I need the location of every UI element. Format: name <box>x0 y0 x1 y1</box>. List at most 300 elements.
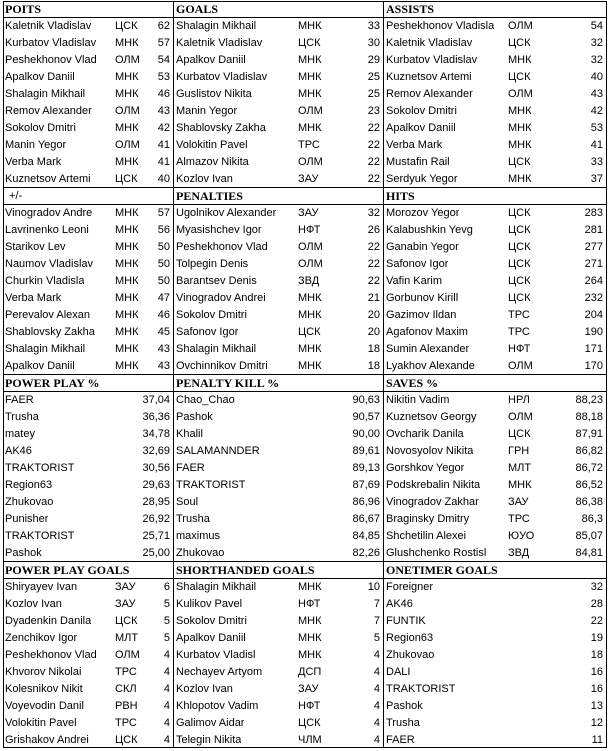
stat-value: 18 <box>367 360 380 372</box>
player-name: Trusha <box>5 411 39 423</box>
player-name: Verba Mark <box>386 139 443 151</box>
player-name: AK46 <box>5 445 32 457</box>
stat-value: 28 <box>590 598 603 610</box>
team-code: МНК <box>298 615 322 627</box>
stat-row <box>3 494 174 511</box>
team-code: МНК <box>298 54 322 66</box>
stat-row <box>174 239 384 256</box>
stat-row <box>3 69 174 86</box>
player-name: Zhukovao <box>5 496 54 508</box>
stat-value: 4 <box>163 717 170 729</box>
stat-value: 4 <box>373 734 380 746</box>
stat-row <box>174 86 384 103</box>
section-shorthanded_goals <box>174 562 384 749</box>
stat-value: 4 <box>373 649 380 661</box>
team-code: МНК <box>508 105 532 117</box>
team-code: ЦСК <box>508 241 531 253</box>
player-name: Ovchinnikov Dmitri <box>176 360 268 372</box>
player-name: FAER <box>176 462 205 474</box>
stat-value: 46 <box>157 309 170 321</box>
team-code: МНК <box>115 71 139 83</box>
team-code: МНК <box>115 343 139 355</box>
stat-value: 22 <box>367 122 380 134</box>
team-code: МНК <box>298 122 322 134</box>
team-code: МНК <box>298 88 322 100</box>
team-code: ТРС <box>508 309 530 321</box>
stat-row <box>384 579 607 596</box>
stat-value: 46 <box>157 88 170 100</box>
stat-value: 89,13 <box>352 462 380 474</box>
stat-value: 25,00 <box>142 547 170 559</box>
stat-row <box>384 86 607 103</box>
player-name: Sumin Alexander <box>386 343 470 355</box>
stat-value: 171 <box>584 343 603 355</box>
player-name: Sokolov Dmitri <box>176 615 247 627</box>
section-onetimer_goals <box>384 562 607 749</box>
section-title: ASSISTS <box>384 1 607 18</box>
player-name: Lavrinenko Leoni <box>5 224 89 236</box>
stat-value: 26,92 <box>142 513 170 525</box>
stat-row <box>384 137 607 154</box>
stat-row <box>384 681 607 698</box>
stat-value: 26 <box>367 224 380 236</box>
team-code: МНК <box>508 479 532 491</box>
stat-row <box>384 69 607 86</box>
player-name: DALI <box>386 666 411 678</box>
player-name: Shiryayev Ivan <box>5 581 78 593</box>
team-code: ЮУО <box>508 530 535 542</box>
stat-value: 90,00 <box>352 428 380 440</box>
player-name: Ugolnikov Alexander <box>176 207 277 219</box>
player-name: Trusha <box>386 717 420 729</box>
stat-row <box>384 341 607 358</box>
stat-value: 30 <box>367 37 380 49</box>
grid-line-horizontal <box>3 374 607 375</box>
team-code: ОЛМ <box>508 360 533 372</box>
player-name: Nikitin Vadim <box>386 394 450 406</box>
stat-value: 86,96 <box>352 496 380 508</box>
stat-value: 50 <box>157 275 170 287</box>
player-name: Gorshkov Yegor <box>386 462 465 474</box>
team-code: ТРС <box>115 717 137 729</box>
player-name: Lyakhov Alexande <box>386 360 475 372</box>
player-name: Kalabushkin Yevg <box>386 224 473 236</box>
team-code: НФТ <box>298 598 321 610</box>
stat-row <box>3 273 174 290</box>
stat-value: 264 <box>584 275 603 287</box>
stat-row <box>384 239 607 256</box>
stat-value: 57 <box>157 37 170 49</box>
player-name: Apalkov Daniil <box>176 632 246 644</box>
stat-row <box>3 579 174 596</box>
stat-value: 87,69 <box>352 479 380 491</box>
team-code: МНК <box>298 632 322 644</box>
player-name: Agafonov Maxim <box>386 326 468 338</box>
stat-row <box>174 222 384 239</box>
player-name: Novosyolov Nikita <box>386 445 474 457</box>
stat-value: 86,38 <box>575 496 603 508</box>
grid-line-left <box>3 1 4 748</box>
player-name: Guslistov Nikita <box>176 88 252 100</box>
stat-row <box>174 392 384 409</box>
player-name: Manin Yegor <box>5 139 67 151</box>
team-code: МНК <box>508 173 532 185</box>
stat-row <box>384 103 607 120</box>
player-name: Kurbatov Vladisl <box>176 649 256 661</box>
player-name: Shablovsky Zakha <box>5 326 95 338</box>
grid-line-horizontal <box>3 187 607 188</box>
stat-row <box>3 18 174 35</box>
stat-value: 86,67 <box>352 513 380 525</box>
team-code: ЗАУ <box>298 207 319 219</box>
player-name: Sokolov Dmitri <box>5 122 76 134</box>
stat-value: 33 <box>367 20 380 32</box>
stat-value: 86,82 <box>575 445 603 457</box>
stat-value: 32 <box>367 207 380 219</box>
stat-row <box>384 171 607 188</box>
stat-row <box>3 596 174 613</box>
player-name: FUNTIK <box>386 615 426 627</box>
team-code: МНК <box>298 309 322 321</box>
stat-row <box>174 715 384 732</box>
player-name: Tolpegin Denis <box>176 258 249 270</box>
stat-row <box>384 120 607 137</box>
stat-row <box>384 256 607 273</box>
stat-value: 22 <box>367 173 380 185</box>
section-title: PENALTIES <box>174 188 384 205</box>
stat-row <box>174 443 384 460</box>
player-name: Foreigner <box>386 581 434 593</box>
stat-value: 170 <box>584 360 603 372</box>
stat-value: 4 <box>163 700 170 712</box>
stat-value: 190 <box>584 326 603 338</box>
stat-row <box>174 120 384 137</box>
stat-row <box>3 392 174 409</box>
stat-row <box>3 239 174 256</box>
grid-line-horizontal <box>3 561 607 562</box>
stat-value: 28,95 <box>142 496 170 508</box>
team-code: ОЛМ <box>298 241 323 253</box>
player-name: Shalagin Mikhail <box>176 343 257 355</box>
stat-row <box>3 528 174 545</box>
player-name: Apalkov Daniil <box>386 122 456 134</box>
stat-row <box>384 52 607 69</box>
team-code: ТРС <box>508 326 530 338</box>
stat-row <box>3 307 174 324</box>
section-title: GOALS <box>174 1 384 18</box>
player-name: Kulikov Pavel <box>176 598 243 610</box>
player-name: Starikov Lev <box>5 241 66 253</box>
player-name: Region63 <box>386 632 434 644</box>
player-name: Manin Yegor <box>176 105 238 117</box>
player-name: Khvorov Nikolai <box>5 666 82 678</box>
player-name: Kuznetsov Georgy <box>386 411 477 423</box>
team-code: НФТ <box>508 343 531 355</box>
player-name: Almazov Nikita <box>176 156 249 168</box>
stat-value: 29 <box>367 54 380 66</box>
stat-value: 86,52 <box>575 479 603 491</box>
team-code: ЦСК <box>115 173 138 185</box>
team-code: МНК <box>298 71 322 83</box>
stat-value: 4 <box>373 666 380 678</box>
stat-row <box>174 426 384 443</box>
player-name: Perevalov Alexan <box>5 309 90 321</box>
player-name: Trusha <box>176 513 210 525</box>
stat-row <box>3 443 174 460</box>
stat-value: 13 <box>590 700 603 712</box>
player-name: Apalkov Daniil <box>176 54 246 66</box>
stat-row <box>384 443 607 460</box>
stat-row <box>3 426 174 443</box>
player-name: Volokitin Pavel <box>5 717 77 729</box>
stat-value: 4 <box>163 734 170 746</box>
player-name: Apalkov Daniil <box>5 360 75 372</box>
stat-value: 34,78 <box>142 428 170 440</box>
team-code: МНК <box>298 20 322 32</box>
player-name: FAER <box>386 734 415 746</box>
player-name: FAER <box>5 394 34 406</box>
player-name: Gazimov Ildan <box>386 309 457 321</box>
team-code: МНК <box>115 156 139 168</box>
section-title: PENALTY KILL % <box>174 375 384 392</box>
player-name: Glushchenko Rostisl <box>386 547 487 559</box>
player-name: Shchetilin Alexei <box>386 530 467 542</box>
player-name: Zhukovao <box>176 547 225 559</box>
stat-value: 7 <box>373 598 380 610</box>
stat-row <box>3 86 174 103</box>
stat-row <box>174 596 384 613</box>
team-code: МНК <box>115 37 139 49</box>
section-hits <box>384 188 607 375</box>
player-name: TRAKTORIST <box>5 462 75 474</box>
section-title: POWER PLAY % <box>3 375 174 392</box>
team-code: НРЛ <box>508 394 530 406</box>
stat-row <box>384 409 607 426</box>
stat-row <box>3 154 174 171</box>
player-name: Verba Mark <box>5 156 62 168</box>
stat-row <box>174 324 384 341</box>
team-code: ЗВД <box>508 547 530 559</box>
stat-value: 283 <box>584 207 603 219</box>
stat-value: 22 <box>367 156 380 168</box>
player-name: Churkin Vladisla <box>5 275 85 287</box>
stat-row <box>3 715 174 732</box>
team-code: ЗАУ <box>298 683 319 695</box>
team-code: ЦСК <box>508 258 531 270</box>
team-code: ОЛМ <box>508 20 533 32</box>
team-code: МНК <box>115 207 139 219</box>
player-name: Kozlov Ivan <box>5 598 62 610</box>
stat-row <box>174 494 384 511</box>
stat-row <box>384 324 607 341</box>
player-name: Naumov Vladislav <box>5 258 94 270</box>
player-name: Kurbatov Vladislav <box>5 37 97 49</box>
player-name: Ganabin Yegor <box>386 241 459 253</box>
stat-value: 32 <box>590 54 603 66</box>
stat-row <box>3 120 174 137</box>
team-code: ЧЛМ <box>298 734 322 746</box>
stat-value: 10 <box>367 581 380 593</box>
stat-row <box>3 35 174 52</box>
team-code: МНК <box>115 241 139 253</box>
stat-row <box>3 681 174 698</box>
stat-value: 40 <box>590 71 603 83</box>
stat-value: 82,26 <box>352 547 380 559</box>
stat-row <box>3 341 174 358</box>
player-name: Kaletnik Vladislav <box>176 37 263 49</box>
team-code: ОЛМ <box>115 649 140 661</box>
team-code: ГРН <box>508 445 530 457</box>
stat-value: 36,36 <box>142 411 170 423</box>
team-code: МНК <box>115 258 139 270</box>
stat-row <box>174 69 384 86</box>
stat-value: 22 <box>367 139 380 151</box>
player-name: Voyevodin Danil <box>5 700 84 712</box>
stat-value: 6 <box>163 581 170 593</box>
stat-row <box>3 52 174 69</box>
player-name: Podskrebalin Nikita <box>386 479 481 491</box>
stat-value: 37 <box>590 173 603 185</box>
player-name: TRAKTORIST <box>176 479 246 491</box>
stat-value: 88,18 <box>575 411 603 423</box>
team-code: МНК <box>298 649 322 661</box>
stat-row <box>384 205 607 222</box>
stat-row <box>384 222 607 239</box>
player-name: TRAKTORIST <box>5 530 75 542</box>
player-name: Zenchikov Igor <box>5 632 78 644</box>
stat-row <box>3 698 174 715</box>
stat-row <box>384 494 607 511</box>
stat-value: 22 <box>367 241 380 253</box>
player-name: Kuznetsov Artemi <box>386 71 472 83</box>
stat-value: 41 <box>157 156 170 168</box>
stat-row <box>384 154 607 171</box>
stat-row <box>3 511 174 528</box>
stat-row <box>174 647 384 664</box>
team-code: ЦСК <box>298 326 321 338</box>
stat-value: 43 <box>590 88 603 100</box>
stat-value: 88,23 <box>575 394 603 406</box>
player-name: Grishakov Andrei <box>5 734 89 746</box>
team-code: МНК <box>298 360 322 372</box>
stat-value: 271 <box>584 258 603 270</box>
stat-row <box>174 290 384 307</box>
stat-row <box>384 715 607 732</box>
player-name: Remov Alexander <box>5 105 92 117</box>
stat-value: 16 <box>590 666 603 678</box>
team-code: МНК <box>115 326 139 338</box>
stat-value: 18 <box>367 343 380 355</box>
player-name: Khlopotov Vadim <box>176 700 259 712</box>
stat-row <box>174 205 384 222</box>
player-name: Vinogradov Andrei <box>176 292 266 304</box>
section-powerplay_pct <box>3 375 174 562</box>
stat-value: 20 <box>367 309 380 321</box>
stat-row <box>384 307 607 324</box>
player-name: Vinogradov Andre <box>5 207 93 219</box>
stat-row <box>3 171 174 188</box>
stat-value: 53 <box>590 122 603 134</box>
stat-row <box>174 698 384 715</box>
team-code: ЦСК <box>508 71 531 83</box>
stat-row <box>384 630 607 647</box>
stat-value: 232 <box>584 292 603 304</box>
stat-row <box>174 613 384 630</box>
player-name: Peshekhonov Vlad <box>176 241 268 253</box>
stat-row <box>3 545 174 562</box>
stat-row <box>174 409 384 426</box>
stat-value: 43 <box>157 105 170 117</box>
stat-row <box>384 511 607 528</box>
team-code: МНК <box>115 224 139 236</box>
stat-value: 4 <box>163 649 170 661</box>
team-code: ЦСК <box>508 428 531 440</box>
team-code: ОЛМ <box>298 258 323 270</box>
stat-value: 90,63 <box>352 394 380 406</box>
team-code: ОЛМ <box>115 139 140 151</box>
player-name: Shalagin Mikhail <box>5 343 86 355</box>
player-name: Volokitin Pavel <box>176 139 248 151</box>
team-code: СКЛ <box>115 683 137 695</box>
team-code: ЦСК <box>508 37 531 49</box>
stat-row <box>384 596 607 613</box>
team-code: МНК <box>115 360 139 372</box>
stat-value: 5 <box>163 598 170 610</box>
stat-row <box>174 35 384 52</box>
stat-value: 4 <box>373 717 380 729</box>
team-code: ЦСК <box>508 156 531 168</box>
stat-value: 25 <box>367 88 380 100</box>
player-name: Shalagin Mikhail <box>176 20 257 32</box>
stat-value: 12 <box>590 717 603 729</box>
player-name: Khalil <box>176 428 203 440</box>
stat-row <box>384 35 607 52</box>
stat-value: 25 <box>367 71 380 83</box>
team-code: МЛТ <box>115 632 139 644</box>
stat-row <box>3 664 174 681</box>
team-code: ЗАУ <box>115 598 136 610</box>
stat-row <box>174 681 384 698</box>
section-title: HITS <box>384 188 607 205</box>
stat-value: 32 <box>590 37 603 49</box>
stat-row <box>384 273 607 290</box>
team-code: ЦСК <box>298 717 321 729</box>
team-code: НФТ <box>298 224 321 236</box>
stat-row <box>174 256 384 273</box>
player-name: SALAMANNDER <box>176 445 260 457</box>
section-penaltykill_pct <box>174 375 384 562</box>
stat-row <box>174 477 384 494</box>
stat-value: 84,85 <box>352 530 380 542</box>
stat-row <box>3 324 174 341</box>
player-name: Pashok <box>5 547 42 559</box>
stat-row <box>174 358 384 375</box>
player-name: Region63 <box>5 479 53 491</box>
section-assists <box>384 1 607 188</box>
team-code: НФТ <box>298 700 321 712</box>
team-code: ТРС <box>508 513 530 525</box>
player-name: Shalagin Mikhail <box>176 581 257 593</box>
section-powerplay_goals <box>3 562 174 749</box>
stat-row <box>174 273 384 290</box>
stat-row <box>174 460 384 477</box>
stat-row <box>3 409 174 426</box>
stat-value: 21 <box>367 292 380 304</box>
stat-value: 57 <box>157 207 170 219</box>
player-name: Morozov Yegor <box>386 207 460 219</box>
player-name: Shablovsky Zakha <box>176 122 266 134</box>
stat-value: 84,81 <box>575 547 603 559</box>
